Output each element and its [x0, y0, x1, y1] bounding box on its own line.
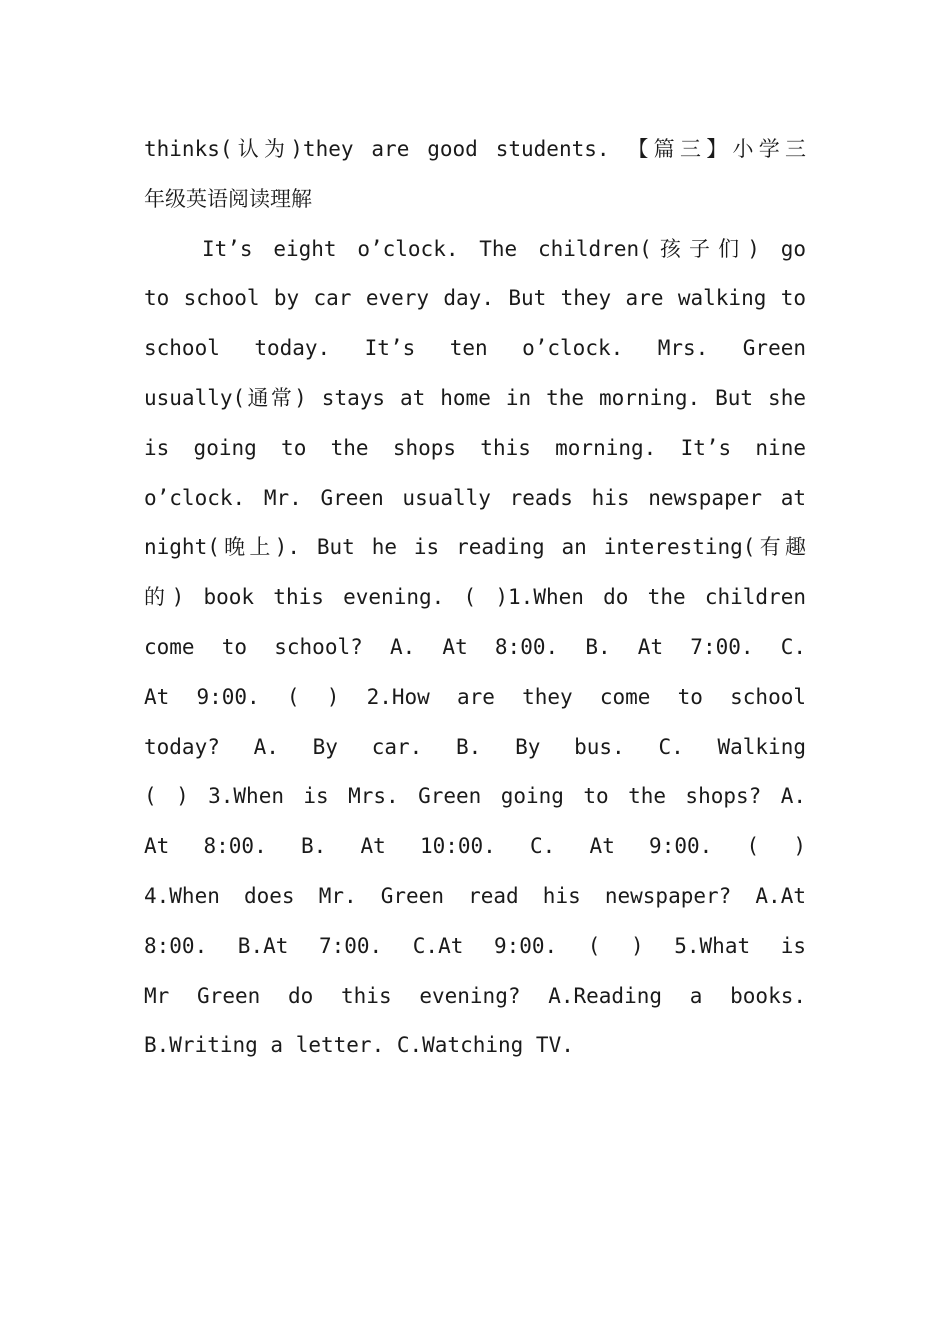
- text-line-16: 4.When does Mr. Green read his newspaper? A.At: [144, 883, 806, 908]
- text-line-19: B.Writing a letter. C.Watching TV.: [144, 1033, 574, 1058]
- text-line-6: usually(通常) stays at home in the morning. But she: [144, 385, 806, 410]
- text-line-15: At 8:00. B. At 10:00. C. At 9:00. ( ): [144, 834, 806, 859]
- text-line-3: It’s eight o’clock. The children(孩子们) go: [202, 236, 806, 261]
- text-line-1: thinks(认为)they are good students. 【篇三】小学三: [144, 137, 806, 161]
- text-line-5: school today. It’s ten o’clock. Mrs. Green: [144, 336, 806, 361]
- text-line-11: come to school? A. At 8:00. B. At 7:00. C.: [144, 634, 806, 659]
- text-line-7: is going to the shops this morning. It’s nine: [144, 435, 806, 460]
- text-line-10: 的) book this evening. ( )1.When do the children: [144, 585, 806, 610]
- text-line-8: o’clock. Mr. Green usually reads his newspaper at: [144, 485, 806, 510]
- text-line-4: to school by car every day. But they are walking to: [144, 286, 806, 311]
- text-line-12: At 9:00. ( ) 2.How are they come to school: [144, 684, 806, 709]
- reading-passage: [144, 125, 806, 1071]
- text-line-17: 8:00. B.At 7:00. C.At 9:00. ( ) 5.What is: [144, 933, 806, 958]
- text-line-18: Mr Green do this evening? A.Reading a books.: [144, 983, 806, 1008]
- text-line-13: today? A. By car. B. By bus. C. Walking: [144, 734, 806, 759]
- text-line-2: 年级英语阅读理解: [144, 186, 312, 211]
- text-line-14: ( ) 3.When is Mrs. Green going to the shops? A.: [144, 784, 806, 809]
- text-line-9: night(晚上). But he is reading an interesting(有趣: [144, 535, 806, 560]
